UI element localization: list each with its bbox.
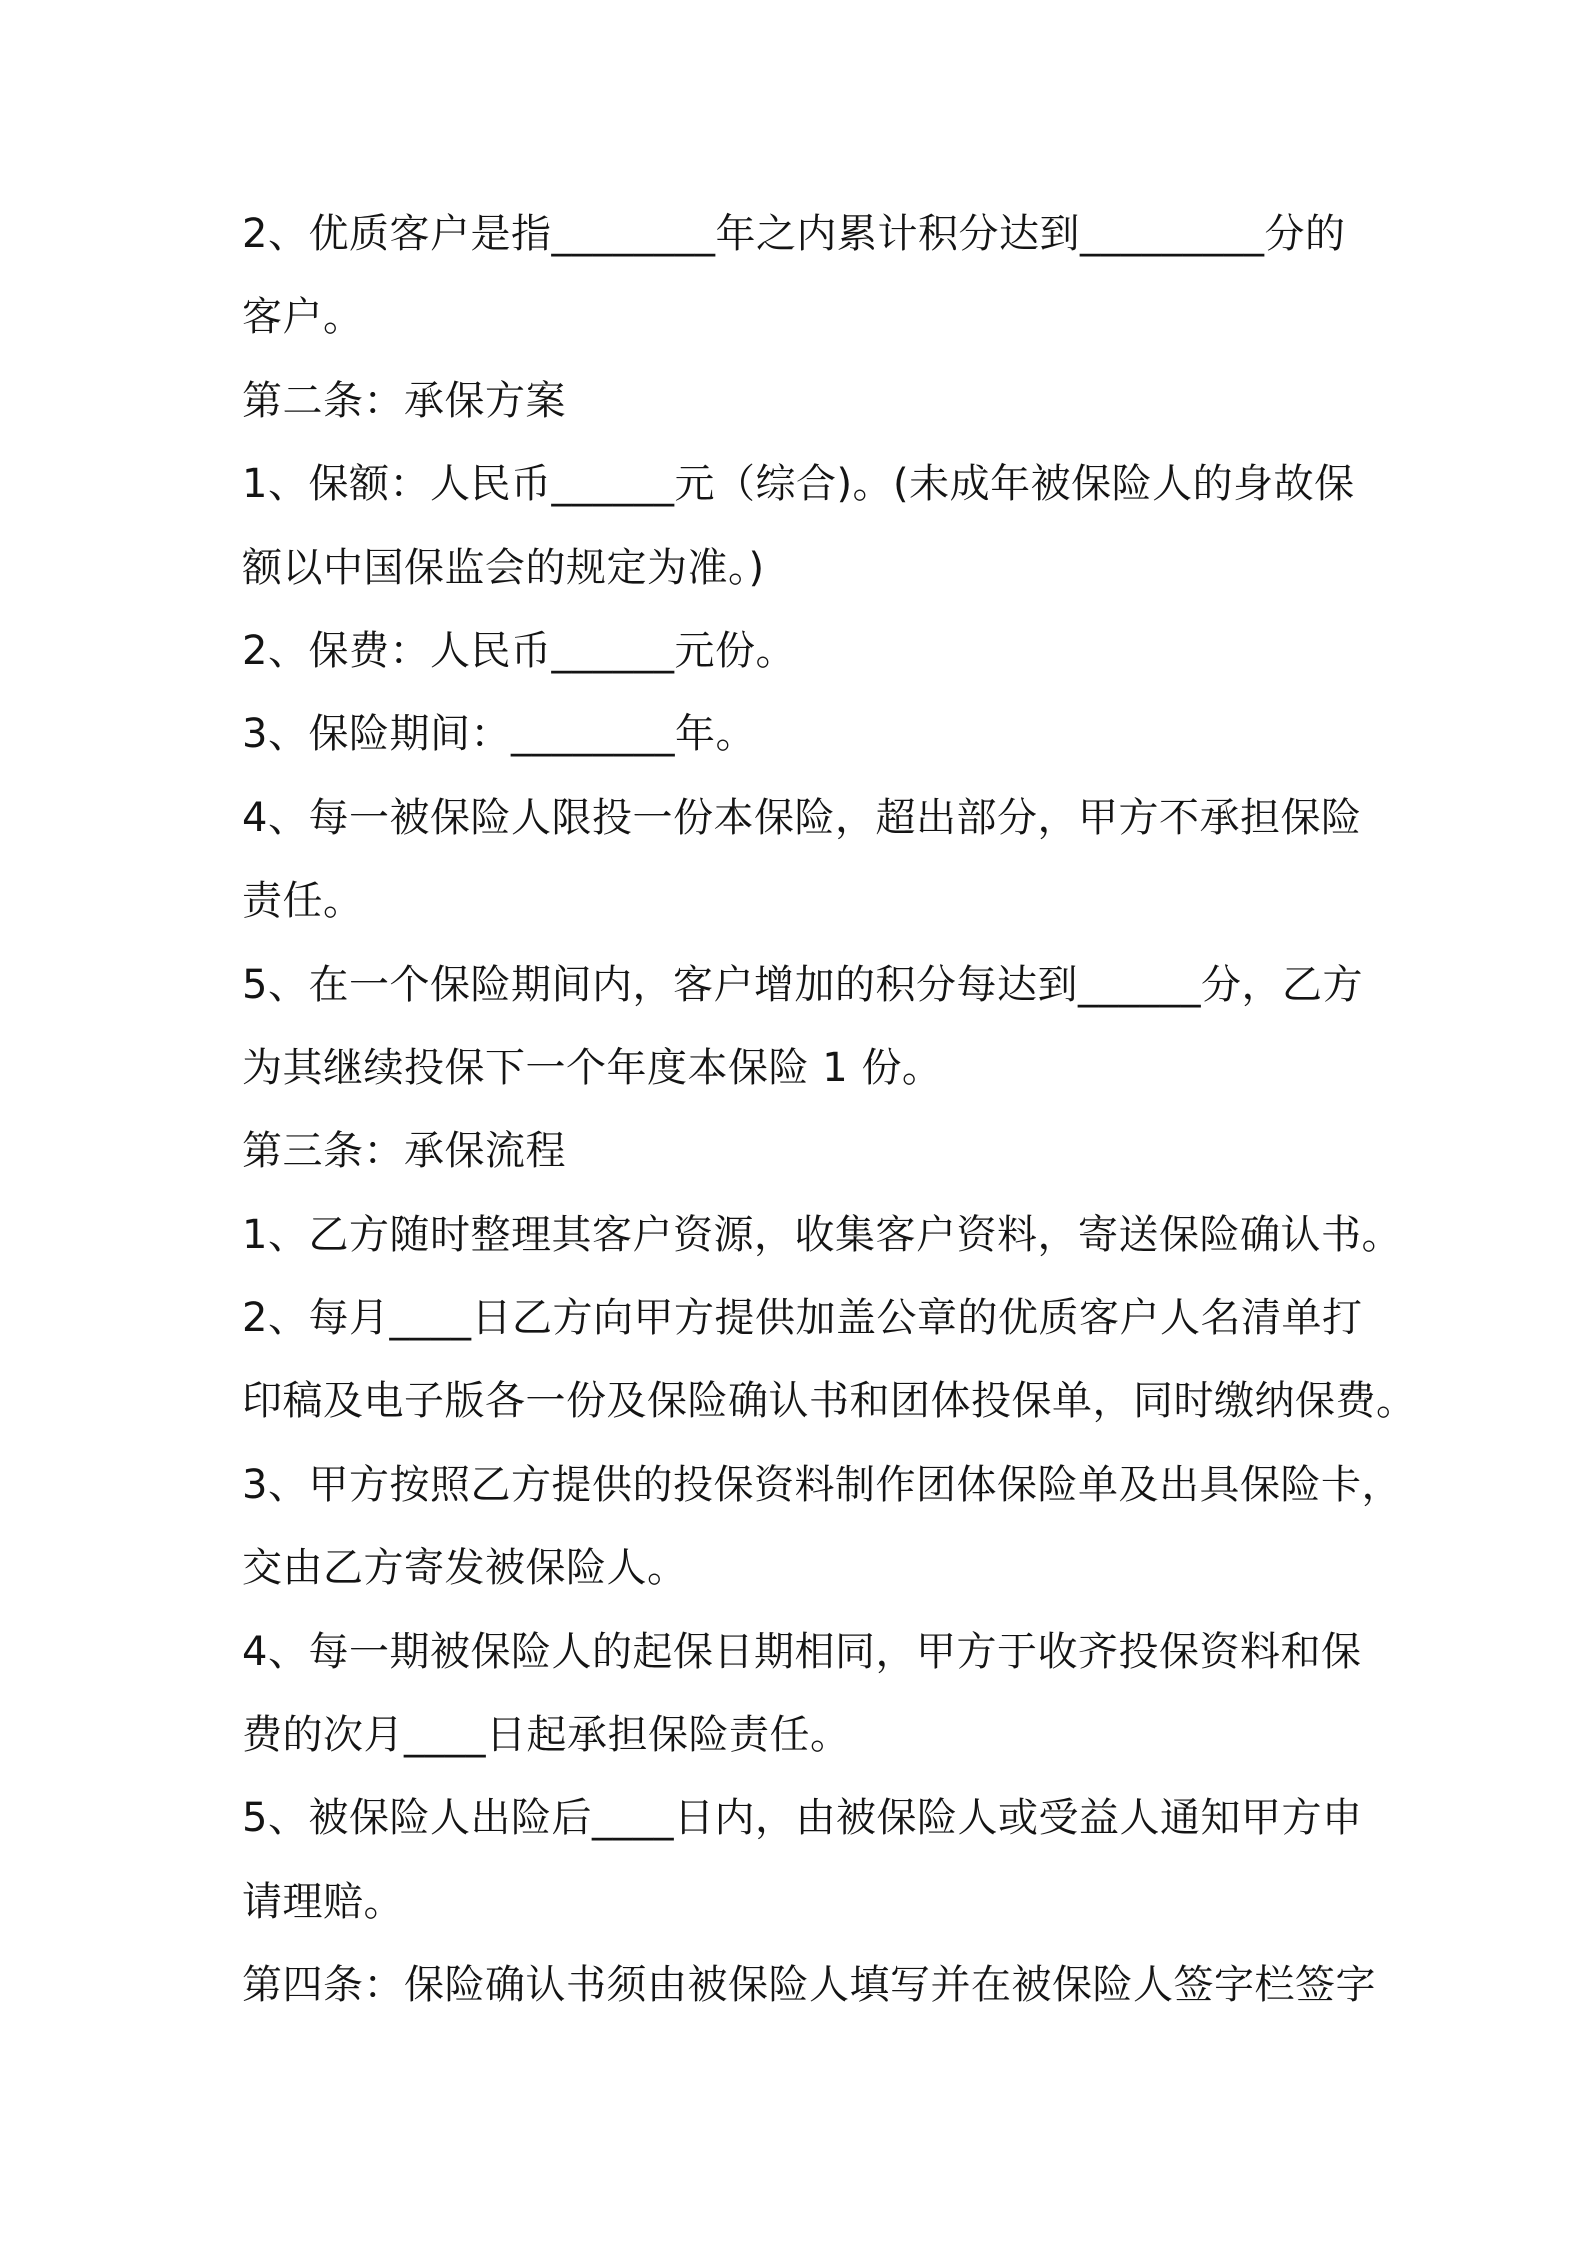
text-line: 2、保费：人民币______元份。	[242, 627, 796, 674]
text-line: 交由乙方寄发被保险人。	[242, 1545, 688, 1592]
section-heading: 第四条：保险确认书须由被保险人填写并在被保险人签字栏签字	[242, 1962, 1376, 2009]
document-body	[242, 193, 1417, 2028]
text-line: 5、在一个保险期间内，客户增加的积分每达到______分，乙方	[242, 961, 1363, 1008]
text-line: 1、保额：人民币______元（综合)。(未成年被保险人的身故保	[242, 461, 1355, 508]
text-line: 4、每一被保险人限投一份本保险，超出部分，甲方不承担保险	[242, 794, 1362, 841]
text-line: 责任。	[242, 878, 364, 925]
text-line: 5、被保险人出险后____日内，由被保险人或受益人通知甲方申	[242, 1795, 1363, 1842]
text-line: 费的次月____日起承担保险责任。	[242, 1712, 851, 1759]
text-line: 4、每一期被保险人的起保日期相同，甲方于收齐投保资料和保	[242, 1628, 1362, 1675]
section-heading: 第三条：承保流程	[242, 1128, 566, 1175]
text-line: 印稿及电子版各一份及保险确认书和团体投保单，同时缴纳保费。	[242, 1378, 1417, 1425]
text-line: 3、甲方按照乙方提供的投保资料制作团体保险单及出具保险卡，	[242, 1461, 1402, 1508]
text-line: 为其继续投保下一个年度本保险 1 份。	[242, 1044, 943, 1091]
text-line: 1、乙方随时整理其客户资源，收集客户资料，寄送保险确认书。	[242, 1211, 1402, 1258]
text-line: 3、保险期间：________年。	[242, 711, 756, 758]
text-line: 2、优质客户是指________年之内累计积分达到_________分的	[242, 211, 1346, 257]
text-line: 额以中国保监会的规定为准。)	[242, 544, 765, 591]
text-line: 2、每月____日乙方向甲方提供加盖公章的优质客户人名清单打	[242, 1295, 1363, 1342]
section-heading: 第二条：承保方案	[242, 377, 566, 424]
text-line: 请理赔。	[242, 1878, 404, 1925]
text-line: 客户。	[242, 294, 364, 341]
